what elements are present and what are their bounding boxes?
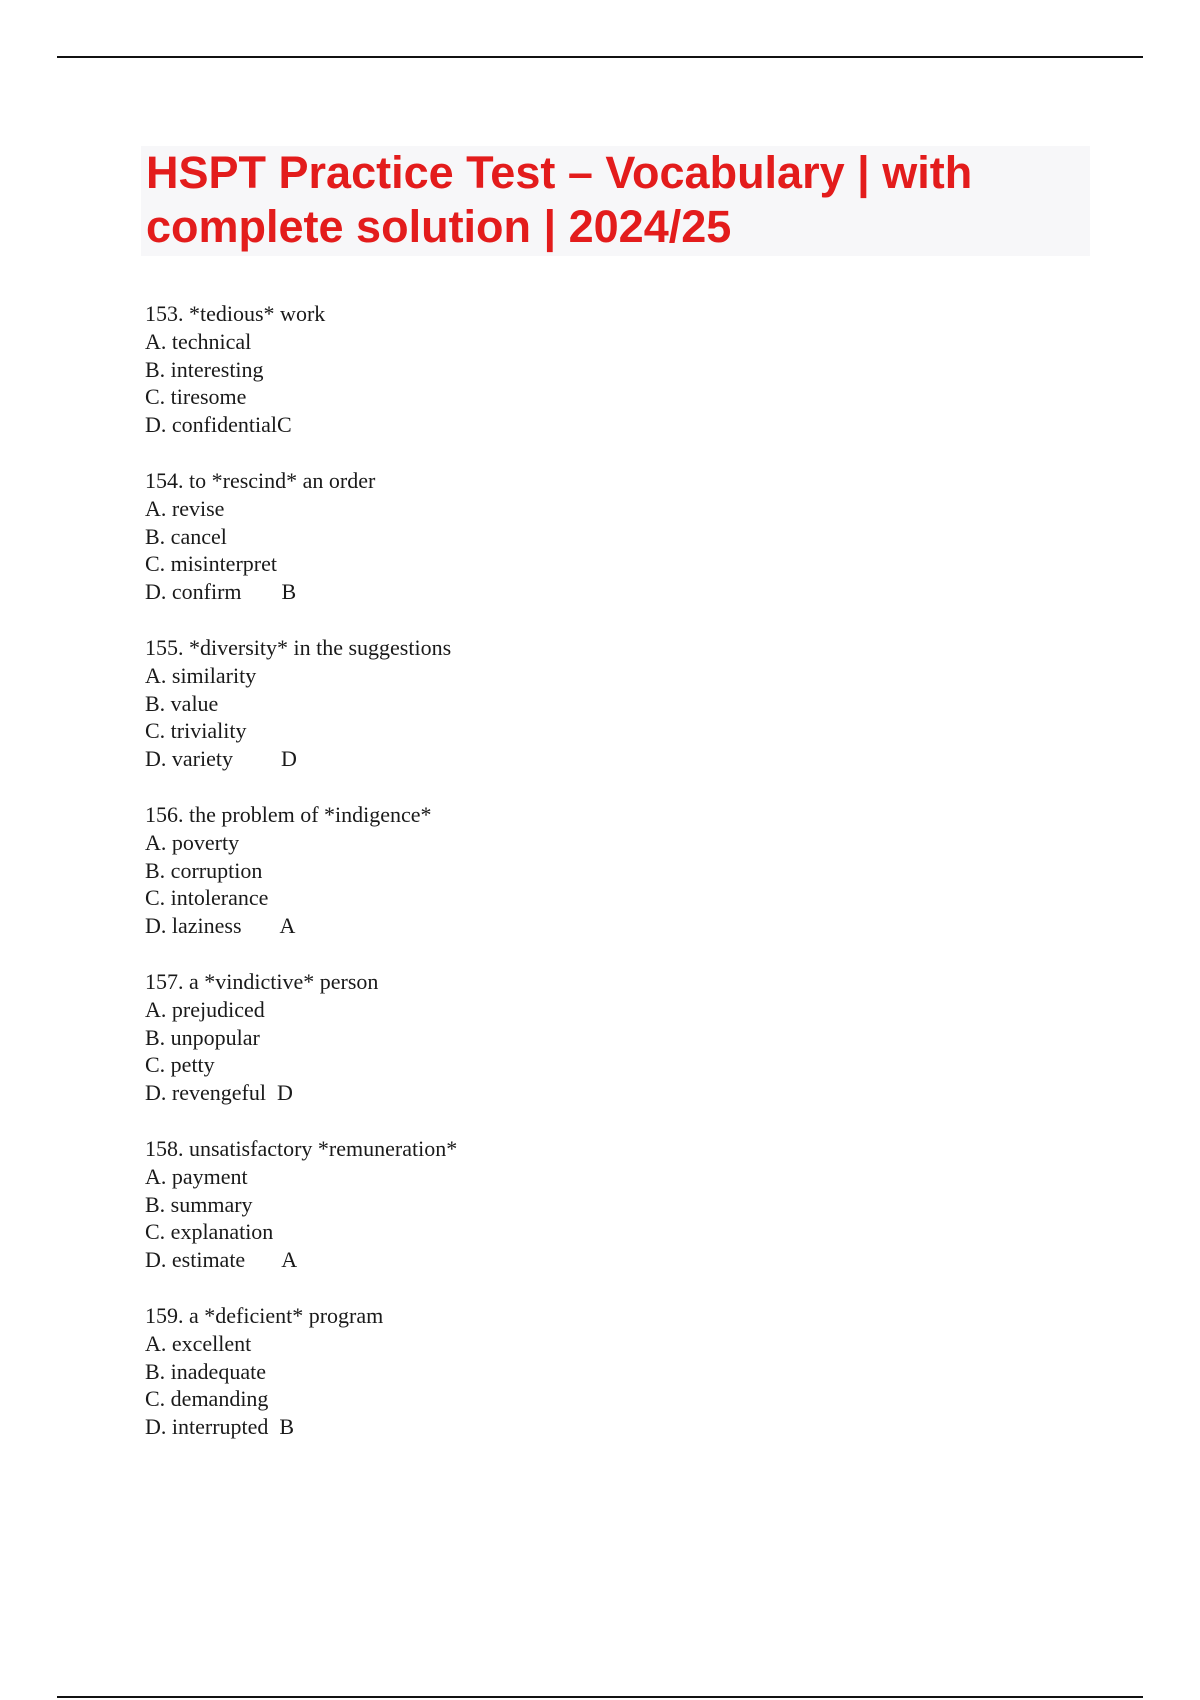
option-c: C. explanation <box>145 1219 274 1245</box>
question-157 <box>145 968 945 1107</box>
option-a: A. prejudiced <box>145 996 265 1022</box>
option-d: D. confidential <box>145 412 277 438</box>
option-a: A. revise <box>145 495 225 521</box>
question-153 <box>145 300 945 439</box>
option-c: C. misinterpret <box>145 551 277 577</box>
answer-key: C <box>276 412 292 438</box>
option-b: B. unpopular <box>145 1024 260 1050</box>
question-stem: 158. unsatisfactory *remuneration* <box>145 1135 458 1161</box>
option-d-with-answer <box>145 578 945 606</box>
question-155 <box>145 634 945 773</box>
answer-key: B <box>279 1414 295 1440</box>
option-b: B. cancel <box>145 523 227 549</box>
option-d-with-answer <box>145 1246 945 1274</box>
option-d-with-answer <box>145 411 945 439</box>
option-b: B. interesting <box>145 356 264 382</box>
answer-key: A <box>279 913 296 939</box>
question-stem: 155. *diversity* in the suggestions <box>145 634 452 660</box>
option-d: D. confirm <box>145 579 242 605</box>
question-159 <box>145 1302 945 1441</box>
option-b: B. summary <box>145 1191 253 1217</box>
option-d: D. revengeful <box>145 1080 266 1106</box>
option-c: C. petty <box>145 1052 215 1078</box>
option-a: A. excellent <box>145 1330 252 1356</box>
question-stem: 159. a *deficient* program <box>145 1302 384 1328</box>
answer-key: A <box>281 1247 298 1273</box>
answer-key: D <box>280 746 297 772</box>
answer-key: D <box>276 1080 293 1106</box>
question-list <box>145 300 945 1469</box>
question-stem: 157. a *vindictive* person <box>145 968 379 994</box>
option-d-with-answer <box>145 912 945 940</box>
option-c: C. demanding <box>145 1386 269 1412</box>
question-stem: 156. the problem of *indigence* <box>145 801 432 827</box>
option-b: B. value <box>145 690 219 716</box>
option-d-with-answer <box>145 1079 945 1107</box>
question-stem: 154. to *rescind* an order <box>145 467 376 493</box>
answer-key: B <box>281 579 297 605</box>
option-d: D. variety <box>145 746 233 772</box>
option-b: B. inadequate <box>145 1358 266 1384</box>
option-d: D. interrupted <box>145 1414 269 1440</box>
option-c: C. tiresome <box>145 384 247 410</box>
question-stem: 153. *tedious* work <box>145 301 326 326</box>
option-c: C. triviality <box>145 718 247 744</box>
question-156 <box>145 801 945 940</box>
title-banner <box>141 146 1090 256</box>
question-158 <box>145 1135 945 1274</box>
document-title: HSPT Practice Test – Vocabulary | with complete solution | 2024/25 <box>146 147 973 252</box>
option-d-with-answer <box>145 1413 945 1441</box>
bottom-rule <box>57 1696 1143 1698</box>
option-b: B. corruption <box>145 857 263 883</box>
top-rule <box>57 56 1143 58</box>
option-a: A. poverty <box>145 829 240 855</box>
option-d-with-answer <box>145 745 945 773</box>
option-c: C. intolerance <box>145 885 269 911</box>
option-a: A. similarity <box>145 662 257 688</box>
question-154 <box>145 467 945 606</box>
option-a: A. payment <box>145 1163 248 1189</box>
option-d: D. estimate <box>145 1247 246 1273</box>
option-a: A. technical <box>145 328 252 354</box>
option-d: D. laziness <box>145 913 242 939</box>
